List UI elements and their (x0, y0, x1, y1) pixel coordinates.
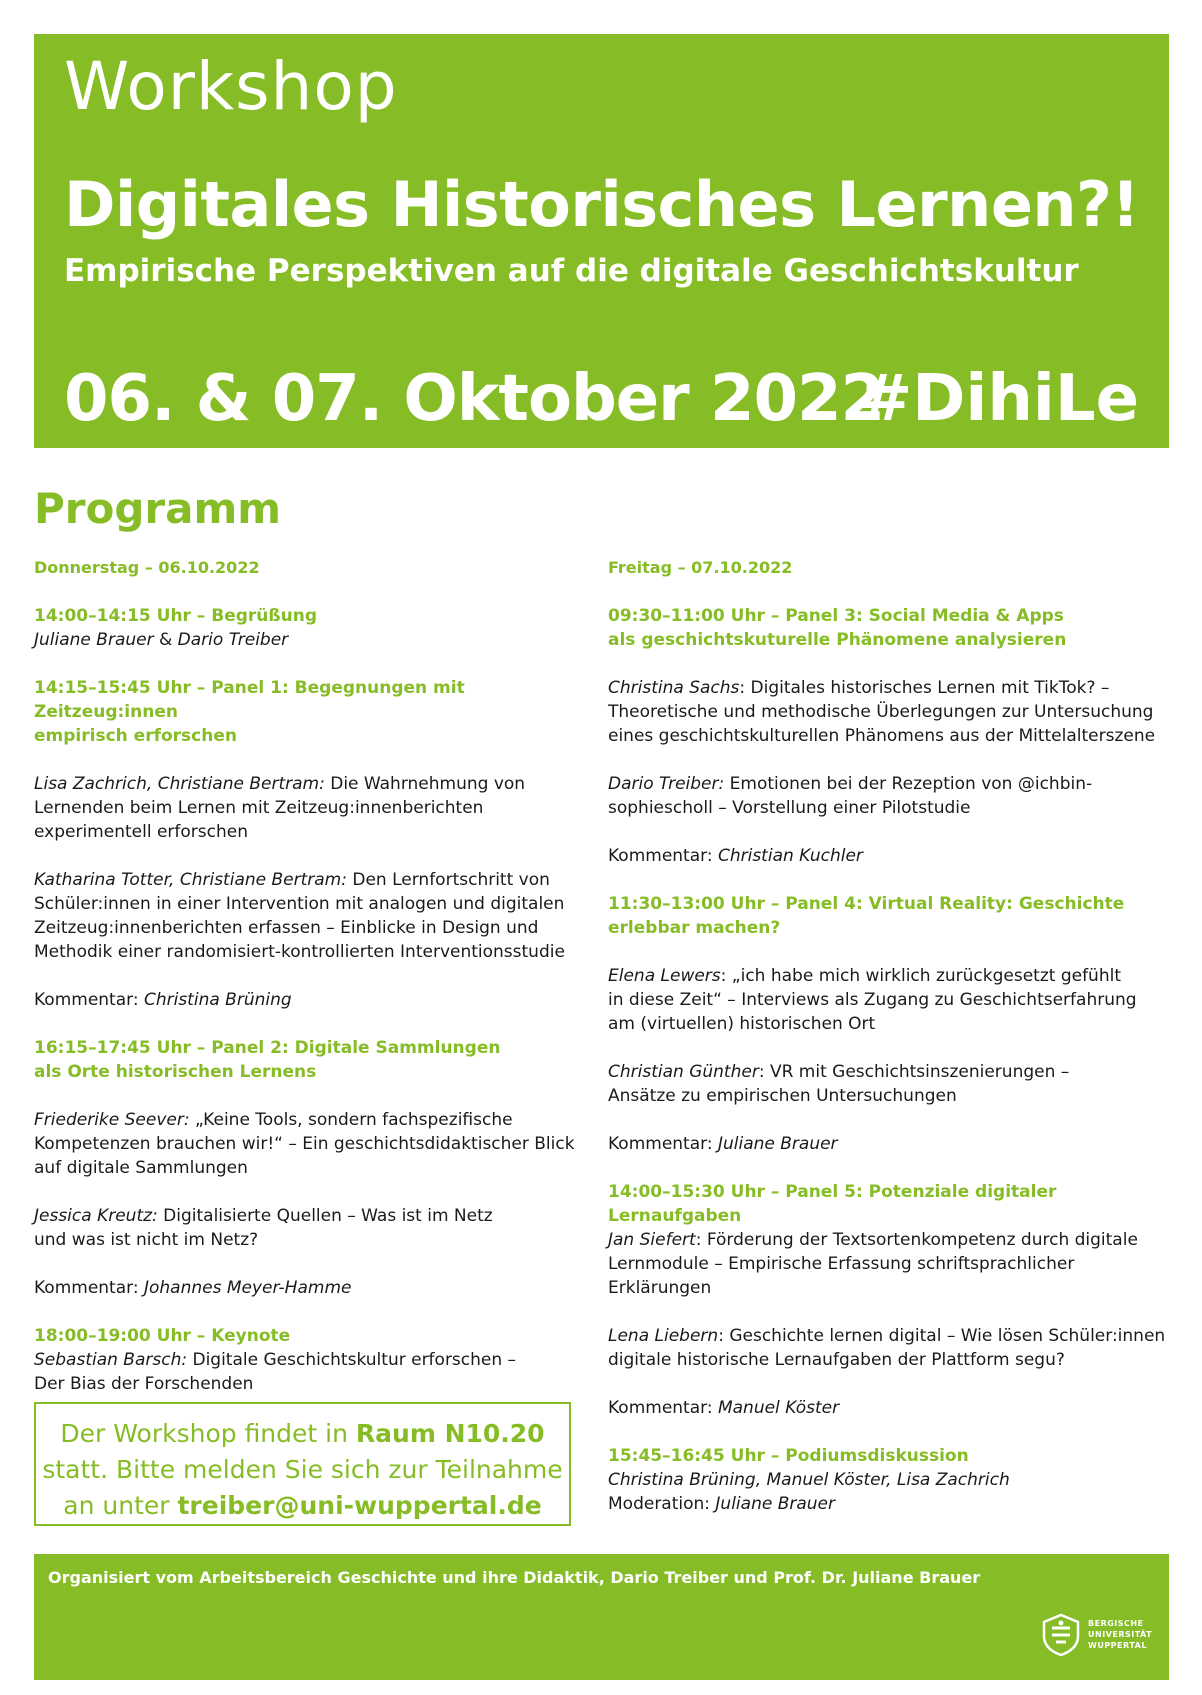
session-line: 11:30–13:00 Uhr – Panel 4: Virtual Reality: Geschichte (608, 894, 1125, 914)
comment-name: Juliane Brauer (717, 1134, 838, 1154)
room-text: an unter (63, 1491, 178, 1520)
talk-text: Lernenden beim Lernen mit Zeitzeug:innenberichten (34, 798, 484, 818)
session-time: 14:00–14:15 Uhr – Begrüßung (34, 606, 318, 626)
talk-text: Den Lernfortschritt von (346, 870, 550, 890)
comment-name: Johannes Meyer-Hamme (143, 1278, 352, 1298)
session-time: 18:00–19:00 Uhr – Keynote (34, 1326, 291, 1346)
talk-author: Elena Lewers (608, 966, 721, 986)
talk-author: Lena Liebern (608, 1326, 719, 1346)
talk (34, 1204, 594, 1252)
talk (608, 1060, 1178, 1108)
comment-name: Christina Brüning (143, 990, 292, 1010)
day-heading: Freitag – 07.10.2022 (608, 558, 793, 577)
talk (608, 772, 1178, 820)
talk (608, 676, 1178, 748)
moderation-name: Juliane Brauer (715, 1494, 836, 1514)
talk-author: Lisa Zachrich, Christiane Bertram: (34, 774, 325, 794)
talk-text: : VR mit Geschichtsinszenierungen – (758, 1062, 1070, 1082)
event-subtitle: Empirische Perspektiven auf die digitale Geschichtskultur (64, 253, 1079, 289)
room-line: statt. Bitte melden Sie sich zur Teilnahme (42, 1455, 563, 1484)
session-heading (608, 892, 1178, 940)
session-line: als Orte historischen Lernens (34, 1062, 317, 1082)
comment (34, 988, 594, 1012)
comment-name: Manuel Köster (717, 1398, 840, 1418)
room-number: Raum N10.20 (355, 1419, 545, 1448)
talk-text: sophiescholl – Vorstellung einer Pilotstudie (608, 798, 971, 818)
session-line: 16:15–17:45 Uhr – Panel 2: Digitale Sammlungen (34, 1038, 501, 1058)
talk (34, 1108, 594, 1180)
talk-text: Digitale Geschichtskultur erforschen – (187, 1350, 517, 1370)
talk-text: : Förderung der Textsortenkompetenz durch digitale (695, 1230, 1138, 1250)
comment-label: Kommentar: (608, 1398, 718, 1418)
talk-text: Digitalisierte Quellen – Was ist im Netz (157, 1206, 493, 1226)
talk (608, 964, 1178, 1036)
logo-line: UNIVERSITÄT (1088, 1630, 1153, 1639)
talk-text: Schüler:innen in einer Intervention mit analogen und digitalen (34, 894, 565, 914)
comment-label: Kommentar: (608, 846, 718, 866)
talk-text: und was ist nicht im Netz? (34, 1230, 259, 1250)
comment-name: Christian Kuchler (717, 846, 863, 866)
session-line: 09:30–11:00 Uhr – Panel 3: Social Media & Apps (608, 606, 1064, 626)
talk-text: : Digitales historisches Lernen mit TikTok? – (739, 678, 1110, 698)
talk-author: Sebastian Barsch: (34, 1350, 188, 1370)
programm-heading: Programm (34, 484, 281, 533)
session-heading (608, 604, 1178, 652)
logo-wordmark (1088, 1618, 1152, 1651)
room-line (36, 1416, 569, 1452)
thursday-column (34, 556, 594, 1396)
talk-text: experimentell erforschen (34, 822, 248, 842)
day-heading: Donnerstag – 06.10.2022 (34, 558, 260, 577)
talk-text: am (virtuellen) historischen Ort (608, 1014, 876, 1034)
speakers (34, 628, 594, 652)
talk (34, 1348, 594, 1396)
session-time: 14:00–15:30 Uhr – Panel 5: Potenziale digitaler Lernaufgaben (608, 1182, 1057, 1226)
talk-text: auf digitale Sammlungen (34, 1158, 248, 1178)
talk-text: „Keine Tools, sondern fachspezifische (189, 1110, 513, 1130)
header-banner (34, 34, 1169, 448)
logo-line: WUPPERTAL (1088, 1641, 1147, 1650)
separator: & (153, 630, 178, 650)
talk (608, 1228, 1178, 1300)
talk-author: Katharina Totter, Christiane Bertram: (34, 870, 347, 890)
talk-text: Die Wahrnehmung von (324, 774, 526, 794)
contact-email[interactable]: treiber@uni-wuppertal.de (177, 1491, 542, 1520)
talk-text: : Geschichte lernen digital – Wie lösen Schüler:innen (718, 1326, 1166, 1346)
talk-text: Emotionen bei der Rezeption von @ichbin- (724, 774, 1093, 794)
talk-author: Jessica Kreutz: (34, 1206, 158, 1226)
footer-banner (34, 1554, 1169, 1680)
comment-label: Kommentar: (34, 990, 144, 1010)
talk-text: : „ich habe mich wirklich zurückgesetzt gefühlt (720, 966, 1121, 986)
workshop-label: Workshop (64, 48, 398, 125)
talk-text: Ansätze zu empirischen Untersuchungen (608, 1086, 957, 1106)
event-title: Digitales Historisches Lernen?! (64, 168, 1140, 241)
room-line (36, 1488, 569, 1524)
event-date: 06. & 07. Oktober 2022 (64, 362, 885, 436)
talk (608, 1324, 1178, 1372)
panel-names: Christina Brüning, Manuel Köster, Lisa Zachrich (608, 1470, 1010, 1490)
talk-author: Christian Günther (608, 1062, 759, 1082)
comment (608, 1396, 1178, 1420)
session-line: als geschichtskuturelle Phänomene analysieren (608, 630, 1067, 650)
university-crest-icon (1038, 1612, 1084, 1658)
talk (34, 868, 594, 964)
talk (34, 772, 594, 844)
talk-text: Theoretische und methodische Überlegungen zur Untersuchung (608, 702, 1154, 722)
session-line: empirisch erforschen (34, 726, 237, 746)
talk-text: eines geschichtskulturellen Phänomens aus der Mittelalterszene (608, 726, 1156, 746)
speaker-name: Juliane Brauer (34, 630, 154, 650)
talk-text: Der Bias der Forschenden (34, 1374, 254, 1394)
talk-author: Jan Siefert (608, 1230, 696, 1250)
talk-text: Lernmodule – Empirische Erfassung schriftsprachlicher Erklärungen (608, 1254, 1075, 1298)
comment-label: Kommentar: (608, 1134, 718, 1154)
talk-author: Christina Sachs (608, 678, 740, 698)
speaker-name: Dario Treiber (177, 630, 289, 650)
session-heading (34, 676, 594, 748)
talk-author: Dario Treiber: (608, 774, 725, 794)
session-time: 15:45–16:45 Uhr – Podiumsdiskussion (608, 1446, 969, 1466)
talk-text: in diese Zeit“ – Interviews als Zugang zu Geschichtserfahrung (608, 990, 1137, 1010)
event-hashtag: #DihiLe (858, 362, 1139, 436)
moderation-label: Moderation: (608, 1494, 716, 1514)
talk-text: digitale historische Lernaufgaben der Plattform segu? (608, 1350, 1065, 1370)
session-heading (34, 1036, 594, 1084)
comment (608, 1132, 1178, 1156)
talk-author: Friederike Seever: (34, 1110, 190, 1130)
moderation (608, 1492, 1178, 1516)
comment (608, 844, 1178, 868)
room-info-box (34, 1402, 571, 1526)
logo-line: BERGISCHE (1088, 1619, 1144, 1628)
friday-column (608, 556, 1178, 1516)
university-logo (1038, 1612, 1158, 1658)
comment (34, 1276, 594, 1300)
comment-label: Kommentar: (34, 1278, 144, 1298)
organizer-text: Organisiert vom Arbeitsbereich Geschichte und ihre Didaktik, Dario Treiber und Prof. Dr. Juliane Brauer (48, 1568, 981, 1587)
talk-text: Zeitzeug:innenberichten erfassen – Einblicke in Design und (34, 918, 539, 938)
session-line: erlebbar machen? (608, 918, 781, 938)
room-text: Der Workshop findet in (60, 1419, 356, 1448)
talk-text: Methodik einer randomisiert-kontrollierten Interventionsstudie (34, 942, 565, 962)
session-line: 14:15–15:45 Uhr – Panel 1: Begegnungen mit Zeitzeug:innen (34, 678, 465, 722)
talk-text: Kompetenzen brauchen wir!“ – Ein geschichtsdidaktischer Blick (34, 1134, 575, 1154)
